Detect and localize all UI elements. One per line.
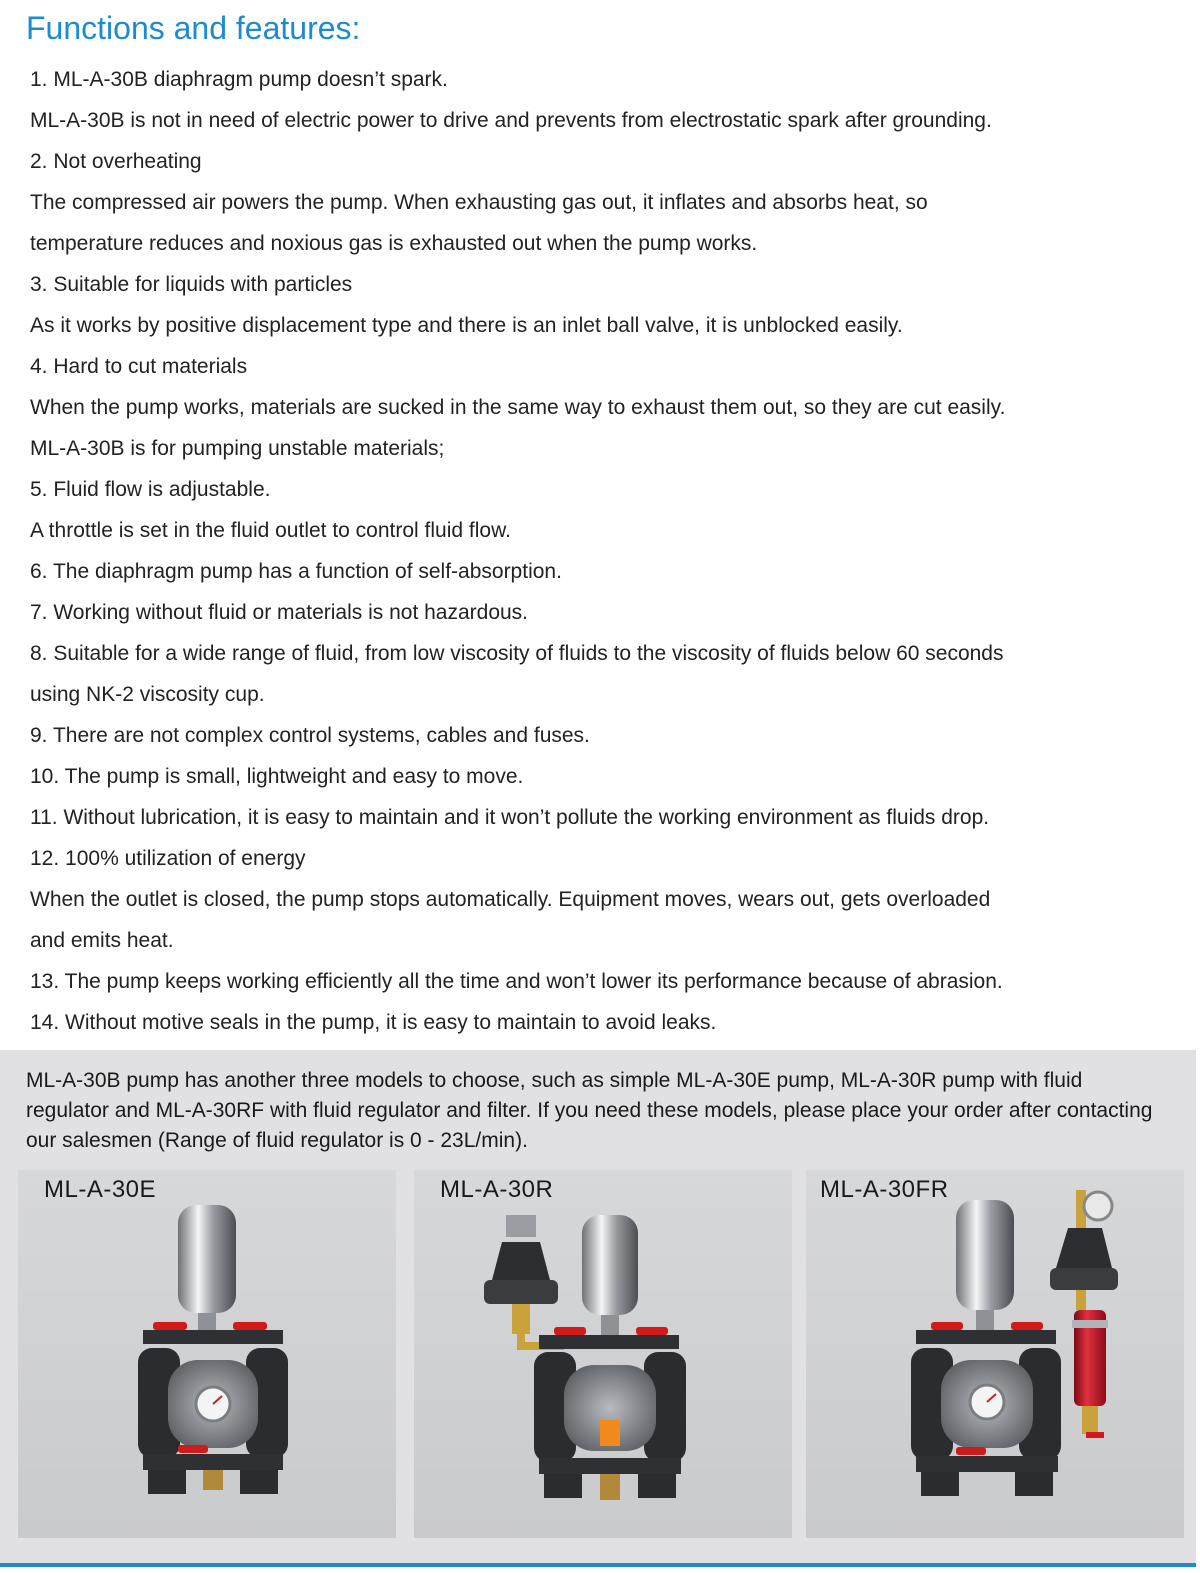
- feature-line: As it works by positive displacement type and there is an inlet ball valve, it is unblocked easily.: [30, 314, 903, 337]
- feature-line: 8. Suitable for a wide range of fluid, from low viscosity of fluids to the viscosity of fluids below 60 seconds: [30, 642, 1004, 665]
- feature-line: 6. The diaphragm pump has a function of self-absorption.: [30, 560, 562, 583]
- model-caption: ML-A-30E: [44, 1176, 157, 1203]
- feature-line: 2. Not overheating: [30, 150, 202, 173]
- bottom-divider: [0, 1563, 1196, 1567]
- feature-line: ML-A-30B is for pumping unstable materials;: [30, 437, 445, 460]
- feature-line: 5. Fluid flow is adjustable.: [30, 478, 271, 501]
- feature-line: When the outlet is closed, the pump stops automatically. Equipment moves, wears out, gets overloaded: [30, 888, 991, 911]
- feature-line: using NK-2 viscosity cup.: [30, 683, 265, 706]
- feature-line: 13. The pump keeps working efficiently all the time and won’t lower its performance because of abrasion.: [30, 970, 1003, 993]
- product-photo-ml-a-30fr: [806, 1170, 1184, 1538]
- feature-line: When the pump works, materials are sucked in the same way to exhaust them out, so they are cut easily.: [30, 396, 1006, 419]
- feature-list: [30, 59, 1180, 1043]
- feature-line: 10. The pump is small, lightweight and easy to move.: [30, 765, 524, 788]
- model-caption: ML-A-30R: [440, 1176, 554, 1203]
- feature-line: 9. There are not complex control systems, cables and fuses.: [30, 724, 590, 747]
- feature-line: A throttle is set in the fluid outlet to control fluid flow.: [30, 519, 511, 542]
- product-photo-ml-a-30e: [18, 1170, 396, 1538]
- feature-line: temperature reduces and noxious gas is exhausted out when the pump works.: [30, 232, 758, 255]
- feature-line: ML-A-30B is not in need of electric power to drive and prevents from electrostatic spark after grounding.: [30, 109, 992, 132]
- feature-line: 1. ML-A-30B diaphragm pump doesn’t spark.: [30, 68, 448, 91]
- pump-illustration: [414, 1170, 792, 1538]
- feature-line: 11. Without lubrication, it is easy to maintain and it won’t pollute the working environment as fluids drop.: [30, 806, 990, 829]
- feature-line: 4. Hard to cut materials: [30, 355, 248, 378]
- pump-illustration: [18, 1170, 396, 1538]
- section-title: Functions and features:: [26, 10, 361, 46]
- feature-line: 12. 100% utilization of energy: [30, 847, 306, 870]
- feature-line: 3. Suitable for liquids with particles: [30, 273, 353, 296]
- feature-line: 7. Working without fluid or materials is not hazardous.: [30, 601, 529, 624]
- pump-illustration: [806, 1170, 1184, 1538]
- feature-line: The compressed air powers the pump. When exhausting gas out, it inflates and absorbs heat, so: [30, 191, 928, 214]
- model-caption: ML-A-30FR: [820, 1176, 949, 1203]
- feature-line: 14. Without motive seals in the pump, it is easy to maintain to avoid leaks.: [30, 1011, 717, 1034]
- models-note: ML-A-30B pump has another three models to choose, such as simple ML-A-30E pump, ML-A-30R pump with fluid regulator and ML-A-30RF with fluid regulator and filter. If you need these models, please place your order after contacting our salesmen (Range of fluid regulator is 0 - 23L/min).: [26, 1069, 1153, 1152]
- feature-line: and emits heat.: [30, 929, 174, 952]
- product-photo-ml-a-30r: [414, 1170, 792, 1538]
